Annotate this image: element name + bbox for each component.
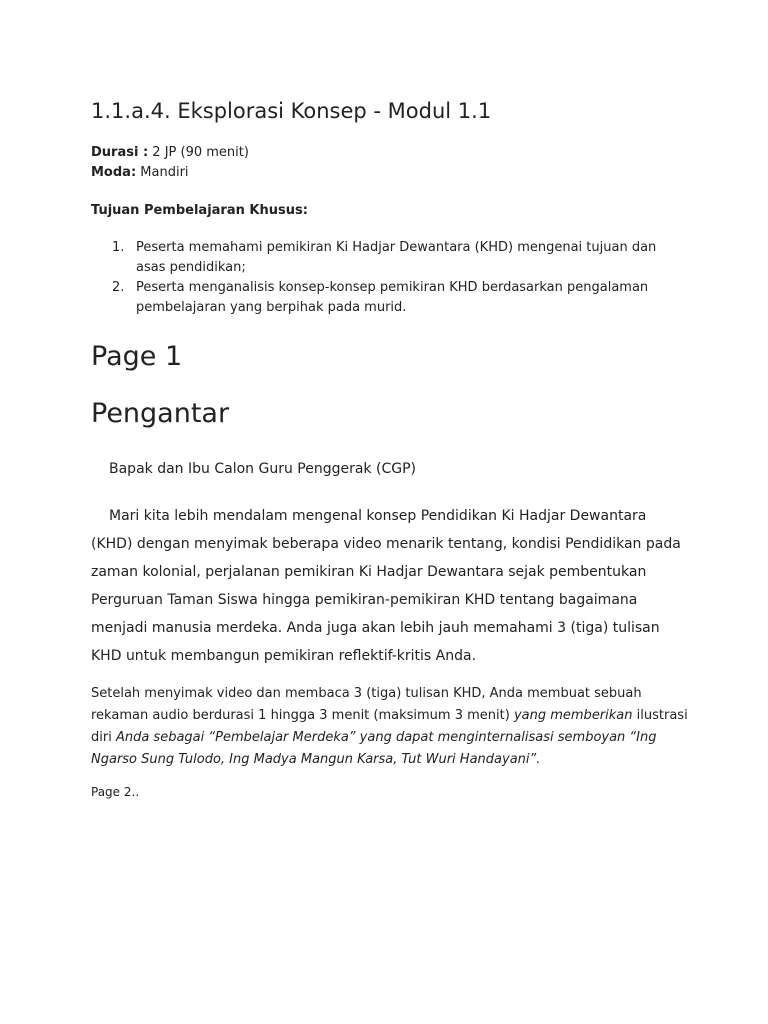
duration-line bbox=[91, 143, 249, 163]
intro-paragraph: Mari kita lebih mendalam mengenal konsep Pendidikan Ki Hadjar Dewantara (KHD) dengan menyimak beberapa video menarik tentang, kondisi Pendidikan pada zaman kolonial, perjalanan pemikiran Ki Hadjar Dewantara sejak pembentukan Perguruan Taman Siswa hingga pemikiran-pemikiran KHD tentang bagaimana menjadi manusia merdeka. Anda juga akan lebih jauh memahami 3 (tiga) tulisan KHD untuk membangun pemikiran reflektif-kritis Anda. bbox=[91, 508, 681, 664]
task-text-part1: Setelah menyimak video dan membaca 3 (tiga) tulisan KHD, Anda membuat sebuah rekaman audio berdurasi 1 hingga 3 menit (maksimum 3 menit) bbox=[91, 686, 642, 723]
objectives-heading: Tujuan Pembelajaran Khusus: bbox=[91, 203, 308, 218]
task-paragraph bbox=[91, 683, 691, 771]
document-title: 1.1.a.4. Eksplorasi Konsep - Modul 1.1 bbox=[91, 99, 492, 123]
objective-item bbox=[91, 238, 681, 278]
objectives-list bbox=[91, 238, 681, 318]
next-page-label: Page 2.. bbox=[91, 785, 140, 799]
task-text-part4: Anda sebagai “Pembelajar Merdeka” yang dapat menginternalisasi semboyan “Ing Ngarso Sung Tulodo, Ing Madya Mangun Karsa, Tut Wuri Handayani”. bbox=[91, 730, 657, 767]
objective-number: 2. bbox=[112, 280, 125, 295]
mode-value: Mandiri bbox=[136, 165, 189, 180]
task-text-part3: ilustrasi diri bbox=[91, 708, 688, 745]
objective-number: 1. bbox=[112, 240, 125, 255]
greeting-text: Bapak dan Ibu Calon Guru Penggerak (CGP) bbox=[109, 461, 416, 477]
objective-text: Peserta memahami pemikiran Ki Hadjar Dewantara (KHD) mengenai tujuan dan asas pendidikan; bbox=[136, 240, 657, 275]
mode-line bbox=[91, 163, 189, 183]
task-text-part2: yang memberikan bbox=[513, 708, 633, 723]
duration-label: Durasi : bbox=[91, 145, 149, 160]
objective-item bbox=[91, 278, 681, 318]
mode-label: Moda: bbox=[91, 165, 137, 180]
objective-text: Peserta menganalisis konsep-konsep pemikiran KHD berdasarkan pengalaman pembelajaran yang berpihak pada murid. bbox=[136, 280, 649, 315]
duration-value: 2 JP (90 menit) bbox=[148, 145, 249, 160]
section-heading: Pengantar bbox=[91, 398, 230, 429]
page-heading: Page 1 bbox=[91, 341, 183, 372]
